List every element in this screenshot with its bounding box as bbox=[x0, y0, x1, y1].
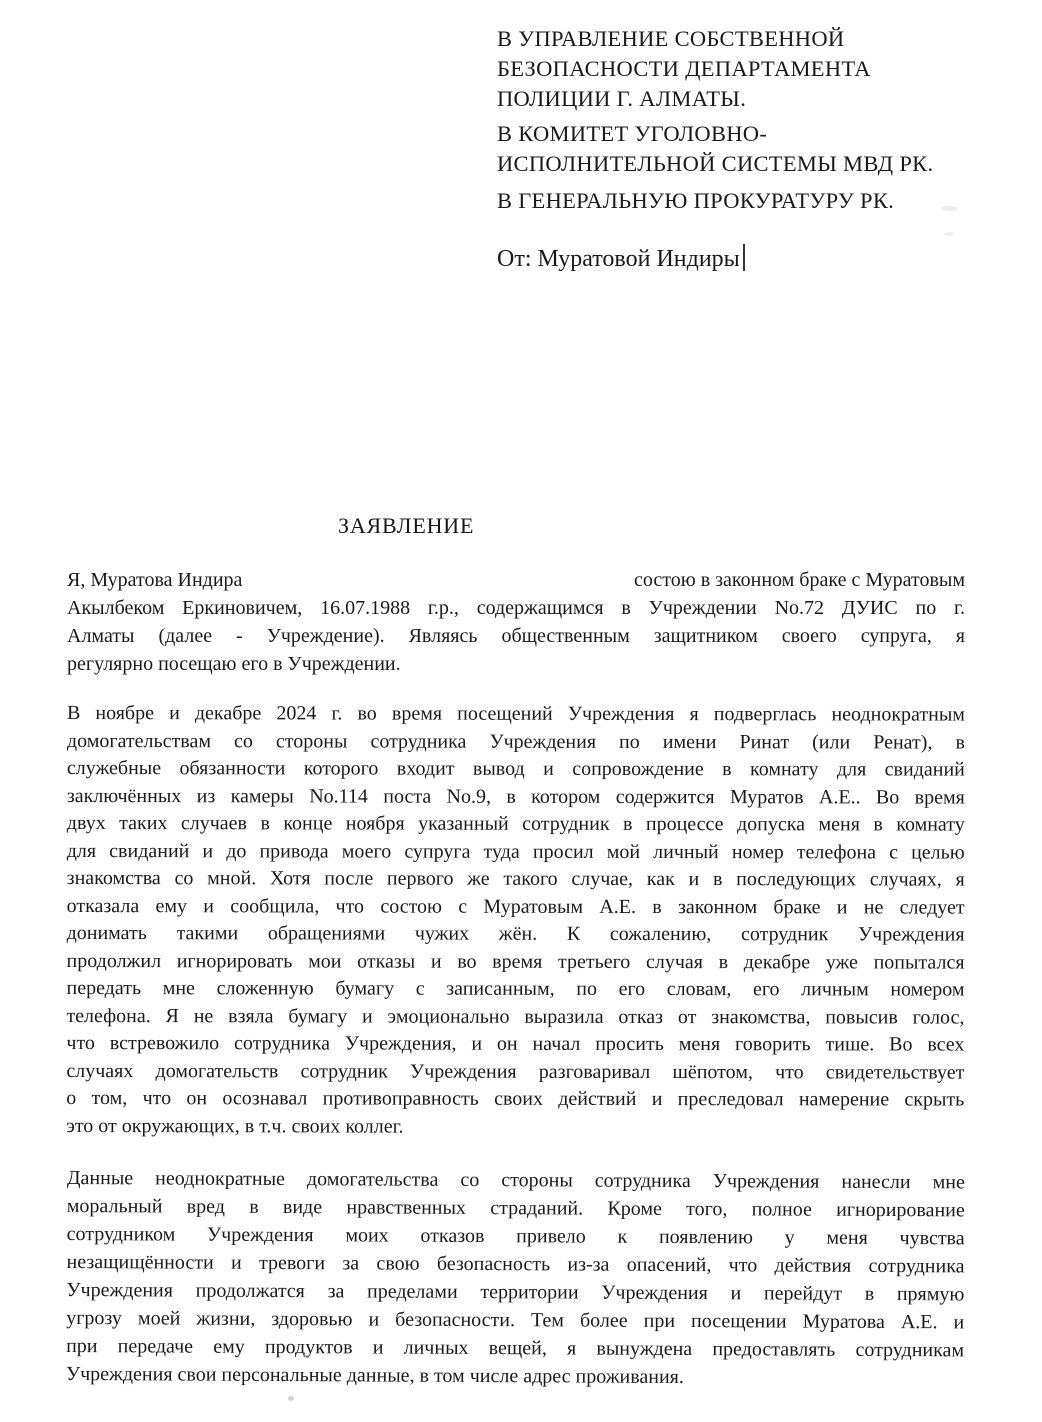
recipient-block-police bbox=[497, 24, 997, 114]
recipient-line: ПОЛИЦИИ Г. АЛМАТЫ. bbox=[497, 86, 747, 111]
text-line: что встревожило сотрудника Учреждения, и он начал просить меня говорить тише. Во всех bbox=[66, 1031, 965, 1056]
text-line: Учреждения продолжатся за пределами территории Учреждения и перейдут в прямую bbox=[66, 1278, 965, 1306]
text-line: Акылбеком Еркиновичем, 16.07.1988 г.р., содержащимся в Учреждении No.72 ДУИС по г. bbox=[67, 597, 965, 619]
text-line: служебные обязанности которого входит вывод и сопровождение в комнату для свиданий bbox=[66, 756, 965, 781]
applicant-name: Я, Муратова Индира bbox=[67, 569, 243, 591]
text-line: регулярно посещаю его в Учреждении. bbox=[67, 653, 401, 675]
text-line: В ноябре и декабре 2024 г. во время посещений Учреждения я подверглась неоднократным bbox=[66, 702, 965, 726]
text-line: незащищённости и тревоги за свою безопасность из-за опасений, что действия сотрудника bbox=[66, 1250, 965, 1278]
recipient-line: БЕЗОПАСНОСТИ ДЕПАРТАМЕНТА bbox=[497, 56, 871, 81]
text-line: сотрудником Учреждения моих отказов привело к появлению у меня чувства bbox=[66, 1222, 965, 1250]
scan-speck bbox=[288, 1396, 294, 1401]
text-line: передать мне сложенную бумагу с записанным, по его словам, его личным номером bbox=[66, 976, 965, 1001]
text-line: для свиданий и до привода моего супруга туда просил мой личный номер телефона с целью bbox=[66, 839, 965, 864]
text-line: домогательствам со стороны сотрудника Учреждения по имени Ринат (или Ренат), в bbox=[66, 729, 965, 754]
text-line: телефона. Я не взяла бумагу и эмоционально выразила отказ от знакомства, повысив голос, bbox=[66, 1004, 965, 1029]
recipient-line: ИСПОЛНИТЕЛЬНОЙ СИСТЕМЫ МВД РК. bbox=[497, 151, 934, 176]
caret-artifact bbox=[743, 244, 745, 271]
paragraph-incident bbox=[66, 700, 965, 1142]
recipient-line: В ГЕНЕРАЛЬНУЮ ПРОКУРАТУРУ РК. bbox=[497, 188, 895, 213]
text-line: отказала ему и сообщила, что состою с Муратовым А.Е. в законном браке и не следует bbox=[66, 894, 965, 919]
text-line: знакомства со мной. Хотя после первого же такого случае, как и в последующих случаях, я bbox=[66, 866, 965, 891]
from-text: От: Муратовой Индиры bbox=[497, 246, 740, 272]
text-line: моральный вред в виде нравственных страданий. Кроме того, полное игнорирование bbox=[66, 1194, 965, 1222]
text-line: при передаче ему продуктов и личных вещей, я вынуждена предоставлять сотрудникам bbox=[66, 1334, 965, 1362]
text-line: Данные неоднократные домогательства со стороны сотрудника Учреждения нанесли мне bbox=[66, 1167, 965, 1194]
paragraph-intro bbox=[67, 566, 965, 678]
text-line bbox=[67, 566, 965, 594]
recipient-line: В УПРАВЛЕНИЕ СОБСТВЕННОЙ bbox=[497, 26, 845, 51]
paragraph-harm bbox=[66, 1164, 965, 1392]
text-line: это от окружающих, в т.ч. своих коллег. bbox=[66, 1114, 404, 1138]
from-line bbox=[497, 244, 745, 274]
text-line: двух таких случаев в конце ноября указанный сотрудник в процессе допуска меня в комнату bbox=[66, 811, 965, 836]
text-line: заключённых из камеры No.114 поста No.9, в котором содержится Муратов А.Е.. Во время bbox=[66, 784, 965, 809]
scan-speck bbox=[941, 206, 957, 211]
document-title: ЗАЯВЛЕНИЕ bbox=[338, 513, 475, 538]
text-line: Учреждения свои персональные данные, в том числе адрес проживания. bbox=[65, 1362, 684, 1389]
recipient-block-prosecutor bbox=[497, 186, 997, 216]
text-line: продолжил игнорировать мои отказы и во время третьего случая в декабре уже попытался bbox=[66, 949, 965, 974]
text-line: о том, что он осознавал противоправность своих действий и преследовал намерение скрыть bbox=[66, 1086, 965, 1111]
recipient-line: В КОМИТЕТ УГОЛОВНО- bbox=[497, 121, 768, 146]
recipient-block-committee bbox=[497, 119, 997, 179]
text-line: случаях домогательств сотрудник Учреждения разговаривал шёпотом, что свидетельствует bbox=[66, 1059, 965, 1084]
text-line: угрозу моей жизни, здоровью и безопасности. Тем более при посещении Муратова А.Е. и bbox=[66, 1306, 965, 1334]
scan-speck bbox=[944, 232, 954, 236]
text-line: Алматы (далее - Учреждение). Являясь общественным защитником своего супруга, я bbox=[67, 625, 965, 647]
text-fragment: состою в законном браке с Муратовым bbox=[634, 569, 965, 591]
text-line: донимать такими обращениями чужих жён. К сожалению, сотрудник Учреждения bbox=[66, 921, 965, 946]
